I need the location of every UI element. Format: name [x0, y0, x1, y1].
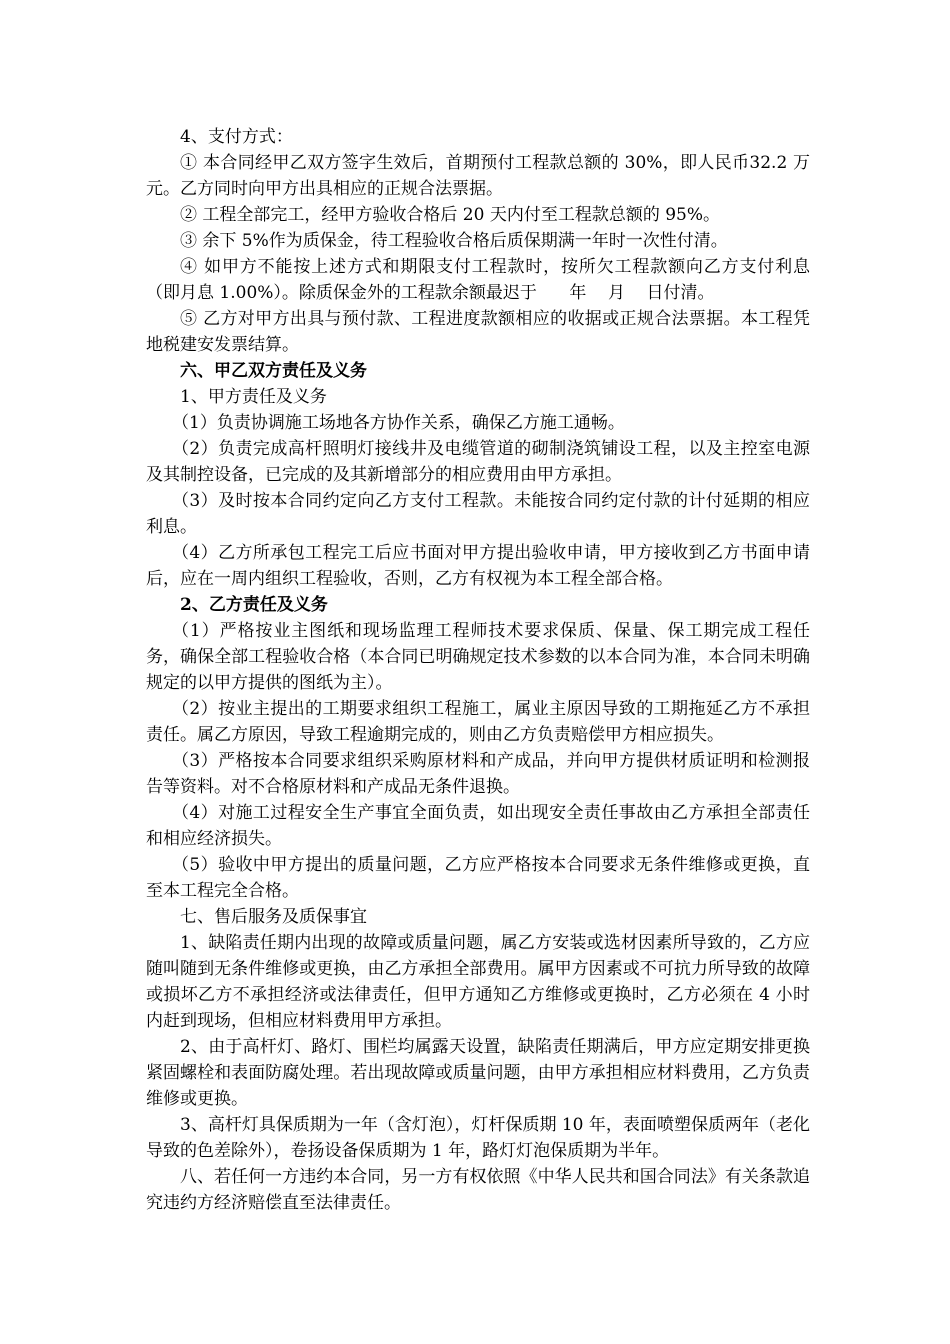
- section-6-heading: 六、甲乙双方责任及义务: [180, 361, 367, 381]
- warranty-clause-3: 3、高杆灯具保质期为一年（含灯泡），灯杆保质期 10 年，表面喷塑保质两年（老化导致的色差除外），卷扬设备保质期为 1 年，路灯灯泡保质期为半年。: [146, 1115, 810, 1161]
- payment-clause-4: ④ 如甲方不能按上述方式和期限支付工程款时，按所欠工程款额向乙方支付利息（即月息 1.00%）。除质保金外的工程款余额最迟于 年 月 日付清。: [146, 257, 810, 303]
- payment-clause-3: ③ 余下 5%作为质保金，待工程验收合格后质保期满一年时一次性付清。: [180, 231, 728, 251]
- warranty-clause-2: 2、由于高杆灯、路灯、围栏均属露天设置，缺陷责任期满后，甲方应定期安排更换紧固螺栓和表面防腐处理。若出现故障或质量问题，由甲方承担相应材料费用，乙方负责维修或更换。: [146, 1037, 810, 1109]
- payment-clause-5: ⑤ 乙方对甲方出具与预付款、工程进度款额相应的收据或正规合法票据。本工程凭地税建安发票结算。: [146, 309, 810, 355]
- party-b-duty-2: （2）按业主提出的工期要求组织工程施工，属业主原因导致的工期拖延乙方不承担责任。属乙方原因，导致工程逾期完成的，则由乙方负责赔偿甲方相应损失。: [146, 699, 810, 745]
- payment-clause-2: ② 工程全部完工，经甲方验收合格后 20 天内付至工程款总额的 95%。: [180, 205, 721, 225]
- party-b-duty-4: （4）对施工过程安全生产事宜全面负责，如出现安全责任事故由乙方承担全部责任和相应经济损失。: [146, 803, 810, 849]
- warranty-clause-1: 1、缺陷责任期内出现的故障或质量问题，属乙方安装或选材因素所导致的，乙方应随叫随到无条件维修或更换，由乙方承担全部费用。属甲方因素或不可抗力所导致的故障或损坏乙方不承担经济或法律责任，但甲方通知乙方维修或更换时，乙方必须在 4 小时内赶到现场，但相应材料费用甲方承担。: [146, 933, 810, 1031]
- party-a-duty-2: （2）负责完成高杆照明灯接线井及电缆管道的砌制浇筑铺设工程，以及主控室电源及其制控设备，已完成的及其新增部分的相应费用由甲方承担。: [146, 439, 810, 485]
- section-7-heading: 七、售后服务及质保事宜: [180, 907, 367, 927]
- party-a-duty-3: （3）及时按本合同约定向乙方支付工程款。未能按合同约定付款的计付延期的相应利息。: [146, 491, 810, 537]
- party-a-duty-1: （1）负责协调施工场地各方协作关系，确保乙方施工通畅。: [172, 413, 625, 433]
- payment-clause-1: ① 本合同经甲乙双方签字生效后，首期预付工程款总额的 30%，即人民币32.2 万元。乙方同时向甲方出具相应的正规合法票据。: [146, 153, 810, 199]
- party-b-duty-3: （3）严格按本合同要求组织采购原材料和产成品，并向甲方提供材质证明和检测报告等资料。对不合格原材料和产成品无条件退换。: [146, 751, 810, 797]
- party-a-duty-4: （4）乙方所承包工程完工后应书面对甲方提出验收申请，甲方接收到乙方书面申请后，应在一周内组织工程验收，否则，乙方有权视为本工程全部合格。: [146, 543, 810, 589]
- party-b-duty-5: （5）验收中甲方提出的质量问题，乙方应严格按本合同要求无条件维修或更换，直至本工程完全合格。: [146, 855, 810, 901]
- party-b-duties-heading: 2、乙方责任及义务: [180, 595, 328, 615]
- payment-method-heading: 4、支付方式：: [180, 127, 293, 147]
- section-8-breach-clause: 八、若任何一方违约本合同，另一方有权依照《中华人民共和国合同法》有关条款追究违约方经济赔偿直至法律责任。: [146, 1167, 810, 1213]
- document-body: [146, 124, 810, 1216]
- party-a-duties-heading: 1、甲方责任及义务: [180, 387, 327, 407]
- party-b-duty-1: （1）严格按业主图纸和现场监理工程师技术要求保质、保量、保工期完成工程任务，确保全部工程验收合格（本合同已明确规定技术参数的以本合同为准，本合同未明确规定的以甲方提供的图纸为主）。: [146, 621, 810, 693]
